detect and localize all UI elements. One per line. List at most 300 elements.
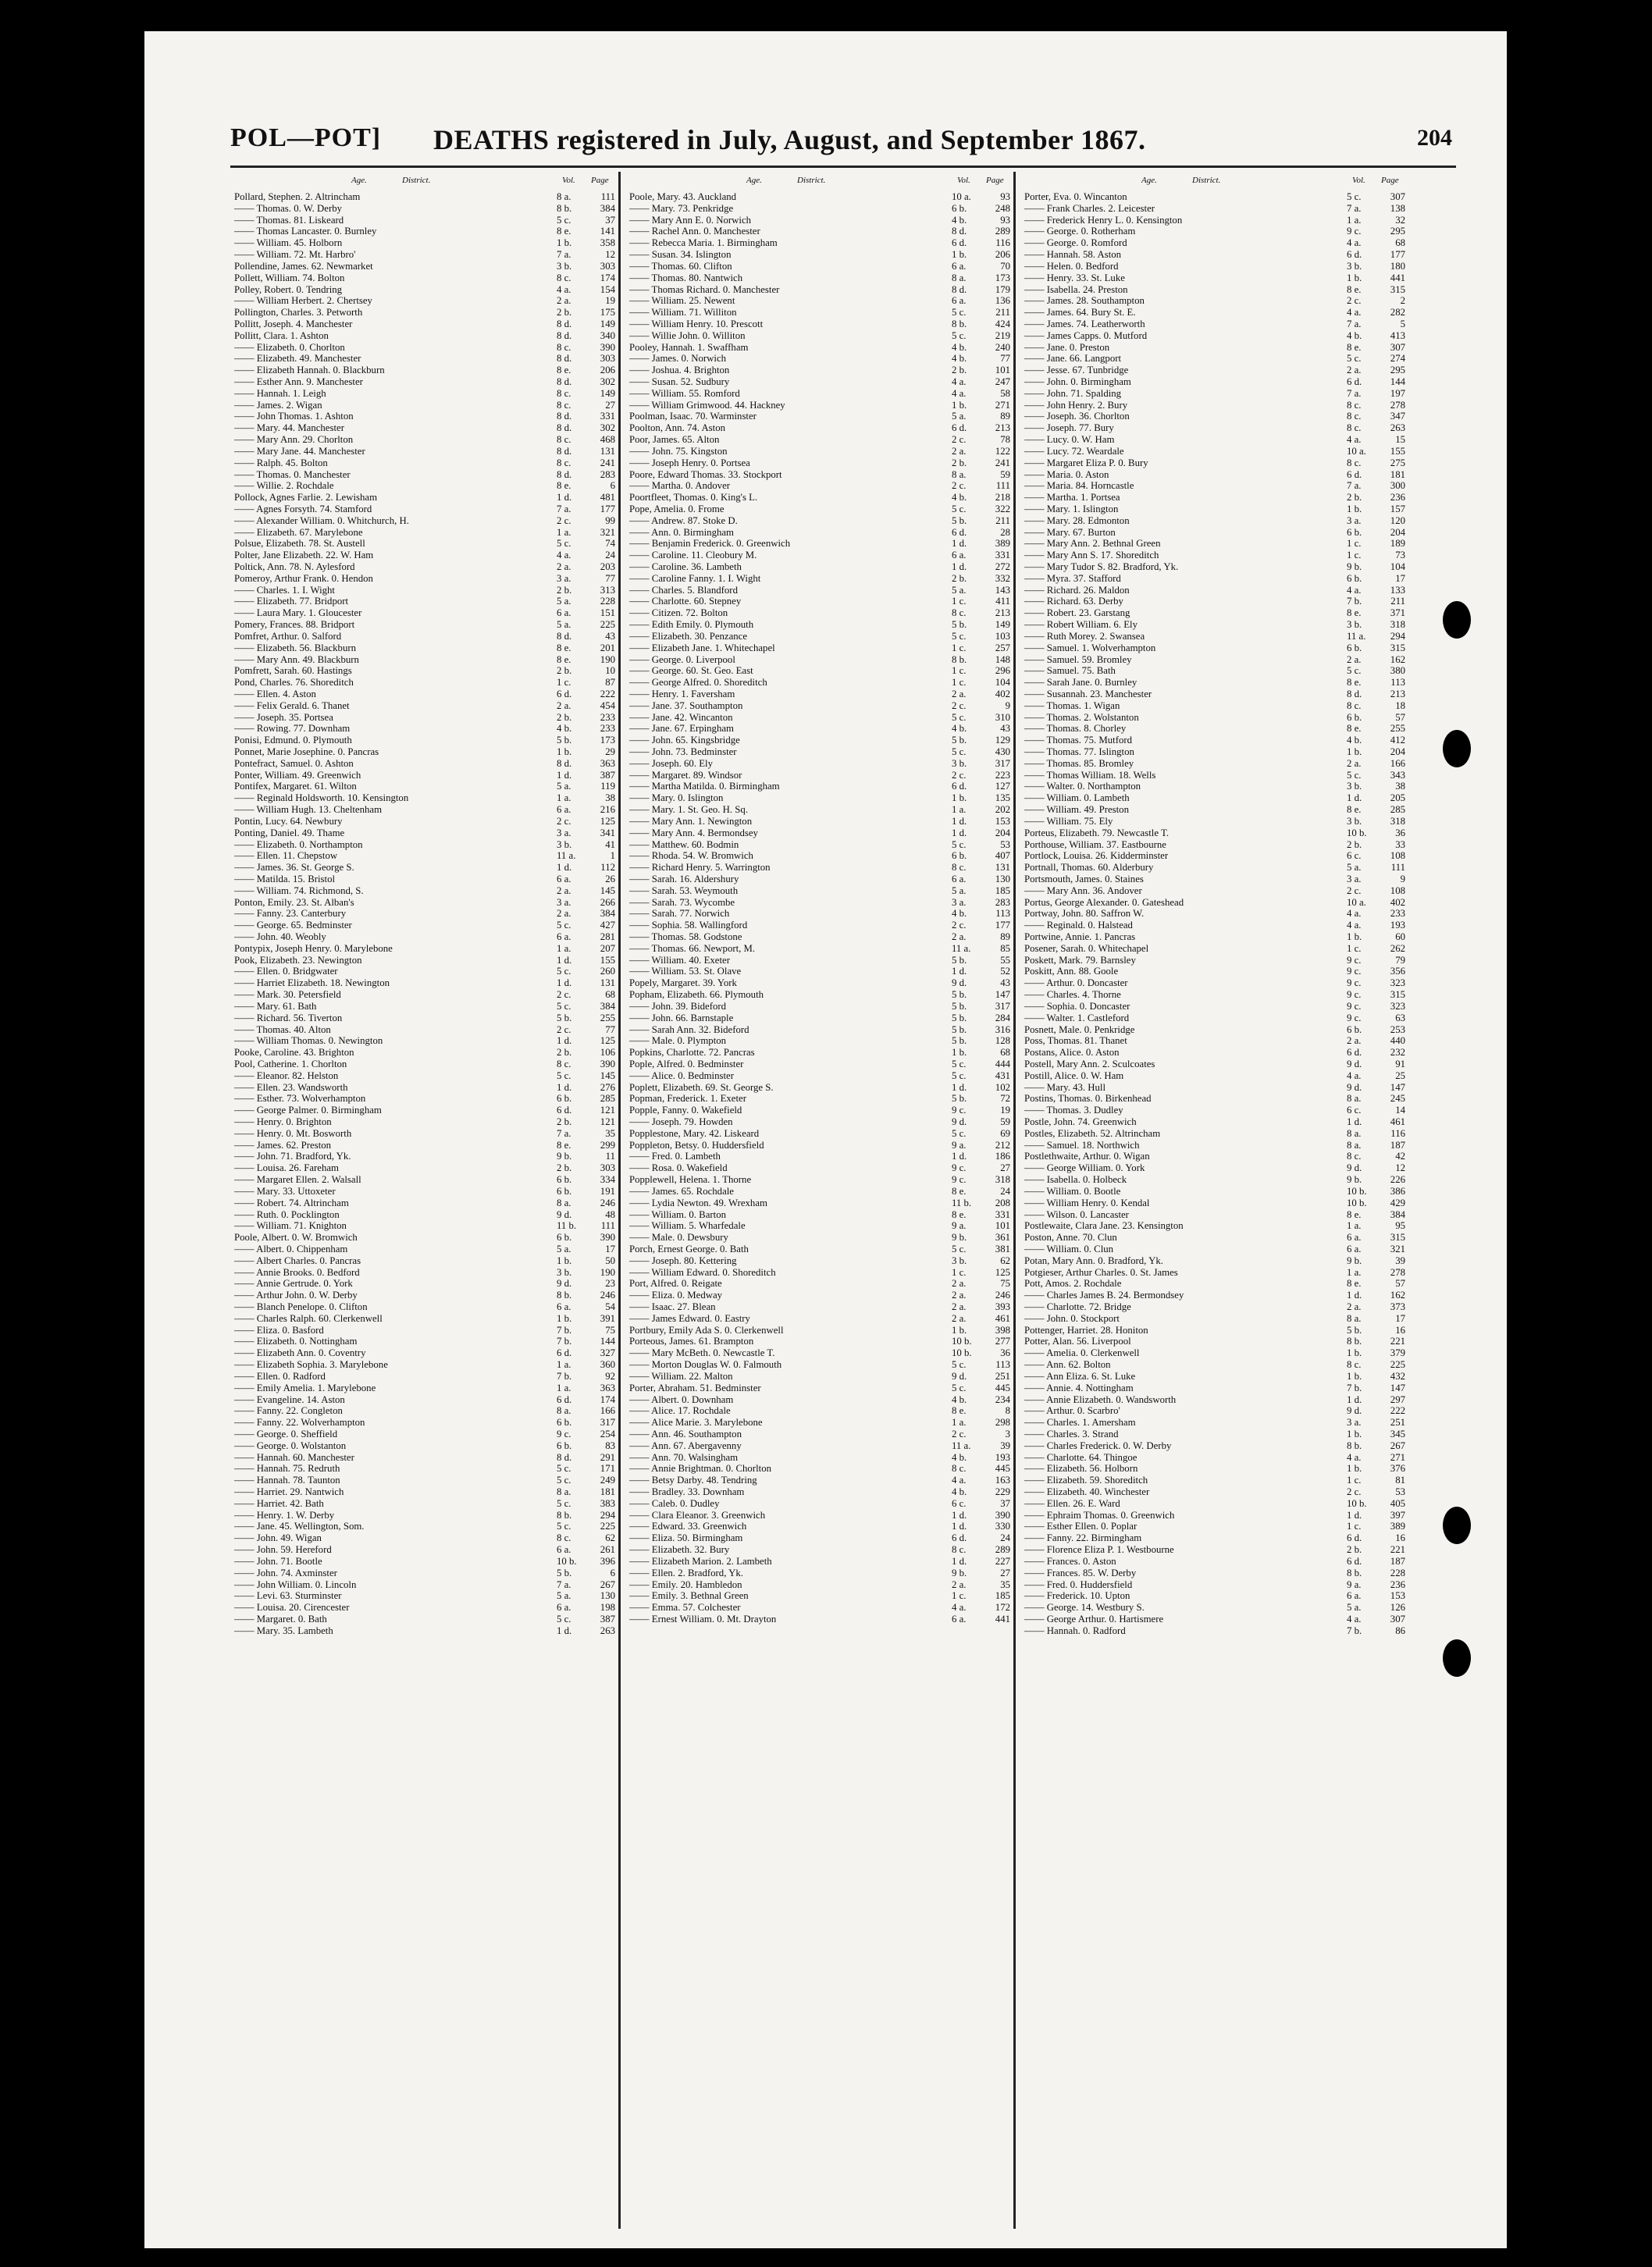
entry-page: 68 (1000, 1047, 1010, 1059)
register-entry (629, 689, 1008, 700)
entry-text: —— Eliza. 0. Medway (629, 1290, 723, 1301)
entry-volume: 1 d. (952, 1081, 967, 1093)
register-entry (234, 388, 613, 400)
register-entry (1024, 330, 1403, 342)
entry-page: 35 (605, 1127, 615, 1139)
entry-page: 16 (1395, 1532, 1405, 1544)
entry-page: 116 (995, 237, 1010, 249)
entry-volume: 2 b. (557, 584, 572, 596)
entry-volume: 3 a. (557, 827, 571, 838)
entry-volume: 1 d. (1347, 1509, 1362, 1521)
entry-text: —— William. 71. Williton (629, 307, 737, 319)
register-entry (1024, 400, 1403, 411)
entry-page: 53 (1000, 838, 1010, 850)
register-entry (234, 538, 613, 550)
entry-volume: 5 b. (952, 1000, 967, 1012)
entry-volume: 8 e. (1347, 283, 1362, 295)
register-entry (234, 758, 613, 770)
entry-volume: 8 b. (557, 1509, 572, 1521)
entry-page: 331 (995, 550, 1010, 561)
entry-page: 389 (995, 538, 1010, 550)
entry-volume: 8 d. (557, 445, 572, 457)
entry-text: —— Mary Jane. 44. Manchester (234, 445, 365, 457)
entry-page: 298 (995, 1417, 1010, 1429)
entry-page: 129 (995, 735, 1010, 746)
register-entry (1024, 700, 1403, 712)
entry-text: —— John. 74. Axminster (234, 1567, 337, 1578)
entry-volume: 1 d. (557, 769, 572, 781)
entry-text: Pottenger, Harriet. 28. Honiton (1024, 1324, 1148, 1336)
entry-text: —— Charles Frederick. 0. W. Derby (1024, 1440, 1172, 1451)
register-entry (629, 1579, 1008, 1591)
entry-volume: 8 b. (557, 1290, 572, 1301)
entry-text: —— Mary. 67. Burton (1024, 526, 1116, 538)
entry-page: 246 (600, 1290, 615, 1301)
entry-text: —— Charles Ralph. 60. Clerkenwell (234, 1312, 383, 1324)
entry-text: —— John. 39. Bideford (629, 1000, 727, 1012)
entry-volume: 1 b. (557, 1255, 572, 1266)
register-entry (1024, 908, 1403, 920)
entry-volume: 7 b. (1347, 1382, 1362, 1393)
entry-volume: 8 a. (557, 191, 571, 202)
page-header (230, 123, 1452, 162)
entry-text: —— Thomas. 8. Chorley (1024, 723, 1127, 735)
entry-page: 294 (1390, 630, 1405, 642)
register-entry (1024, 1244, 1403, 1255)
entry-volume: 8 c. (1347, 422, 1362, 434)
entry-page: 327 (600, 1347, 615, 1359)
entry-text: Porch, Ernest George. 0. Bath (629, 1243, 749, 1255)
entry-text: —— Reginald Holdsworth. 10. Kensington (234, 792, 409, 804)
entry-text: —— Arthur. 0. Doncaster (1024, 977, 1128, 989)
register-entry (1024, 735, 1403, 746)
register-entry (629, 319, 1008, 330)
entry-page: 444 (995, 1058, 1010, 1069)
entry-volume: 5 a. (557, 619, 571, 631)
entry-page: 103 (995, 630, 1010, 642)
entry-page: 57 (1395, 711, 1405, 723)
entry-text: —— William Herbert. 2. Chertsey (234, 295, 372, 307)
entry-volume: 10 a. (952, 191, 971, 202)
entry-page: 461 (1390, 1116, 1405, 1127)
register-entry (1024, 1070, 1403, 1082)
entry-volume: 4 a. (557, 283, 571, 295)
entry-text: —— Isaac. 27. Blean (629, 1301, 716, 1312)
register-entry (629, 573, 1008, 585)
entry-page: 111 (995, 480, 1010, 492)
register-entry (629, 1001, 1008, 1012)
entry-page: 171 (600, 1463, 615, 1475)
entry-text: —— George William. 0. York (1024, 1162, 1145, 1174)
entry-page: 147 (1390, 1081, 1405, 1093)
entry-page: 111 (1390, 862, 1405, 874)
entry-volume: 8 d. (557, 422, 572, 434)
register-entry (234, 1278, 613, 1290)
entry-page: 113 (995, 908, 1010, 920)
entry-page: 285 (1390, 804, 1405, 816)
entry-text: Postill, Alice. 0. W. Ham (1024, 1069, 1124, 1081)
entry-text: —— Rhoda. 54. W. Bromwich (629, 850, 753, 862)
entry-text: —— Emily. 3. Bethnal Green (629, 1590, 749, 1602)
entry-page: 74 (605, 538, 615, 550)
register-entry (234, 446, 613, 457)
register-entry (1024, 792, 1403, 804)
entry-page: 193 (995, 1451, 1010, 1463)
entry-page: 48 (605, 1208, 615, 1220)
register-entry (1024, 342, 1403, 354)
column-label-pg: Page (986, 176, 1004, 185)
register-entry (629, 1371, 1008, 1383)
register-entry (1024, 1347, 1403, 1359)
entry-page: 271 (995, 399, 1010, 411)
entry-volume: 8 c. (557, 387, 571, 399)
entry-page: 278 (1390, 1266, 1405, 1278)
entry-text: Pontefract, Samuel. 0. Ashton (234, 757, 354, 769)
entry-volume: 3 b. (1347, 815, 1362, 827)
entry-page: 8 (1005, 1405, 1010, 1417)
entry-text: —— Thomas. 85. Bromley (1024, 757, 1134, 769)
register-entry (234, 897, 613, 909)
register-entry (234, 1313, 613, 1325)
register-entry (629, 1232, 1008, 1244)
entry-volume: 6 a. (557, 607, 571, 619)
entry-volume: 7 a. (557, 249, 571, 261)
entry-page: 39 (1395, 1255, 1405, 1266)
entry-volume: 2 a. (952, 931, 967, 942)
entry-text: —— Rosa. 0. Wakefield (629, 1162, 728, 1174)
entry-text: —— Charles. 3. Strand (1024, 1428, 1119, 1440)
register-entry (234, 770, 613, 781)
entry-volume: 8 e. (557, 653, 571, 665)
register-entry (1024, 226, 1403, 237)
entry-page: 29 (605, 746, 615, 757)
entry-volume: 1 b. (1347, 746, 1362, 757)
entry-page: 130 (600, 1590, 615, 1602)
entry-text: —— James. 0. Norwich (629, 353, 727, 365)
register-entry (1024, 1128, 1403, 1140)
entry-text: —— William. 71. Knighton (234, 1220, 347, 1232)
entry-volume: 8 d. (1347, 688, 1362, 699)
entry-volume: 8 a. (1347, 1312, 1362, 1324)
entry-text: —— Ellen. 4. Aston (234, 688, 316, 699)
entry-page: 39 (1000, 1440, 1010, 1451)
register-entry (234, 1359, 613, 1371)
entry-volume: 11 b. (557, 1220, 577, 1232)
entry-text: —— Wilson. 0. Lancaster (1024, 1208, 1129, 1220)
entry-volume: 2 b. (557, 711, 572, 723)
entry-text: —— Hannah. 1. Leigh (234, 387, 326, 399)
register-entry (629, 237, 1008, 249)
entry-volume: 1 b. (952, 1324, 967, 1336)
entry-text: —— George. 14. Westbury S. (1024, 1602, 1145, 1614)
entry-page: 266 (600, 896, 615, 908)
entry-text: —— Ann. 46. Southampton (629, 1428, 742, 1440)
entry-page: 445 (995, 1382, 1010, 1393)
register-entry (629, 249, 1008, 261)
register-entry (629, 1070, 1008, 1082)
entry-page: 321 (600, 526, 615, 538)
register-entry (1024, 319, 1403, 330)
entry-text: —— Sarah Ann. 32. Bideford (629, 1023, 749, 1035)
entry-page: 173 (600, 735, 615, 746)
entry-text: Poltick, Ann. 78. N. Aylesford (234, 561, 355, 572)
entry-volume: 4 b. (952, 1486, 967, 1497)
entry-volume: 6 d. (1347, 376, 1362, 387)
entry-volume: 6 a. (952, 295, 967, 307)
entry-volume: 9 c. (1347, 989, 1362, 1001)
entry-text: —— Margaret. 89. Windsor (629, 769, 742, 781)
entry-page: 222 (1390, 1405, 1405, 1417)
entry-text: Ponting, Daniel. 49. Thame (234, 827, 345, 838)
entry-text: —— Hannah. 0. Radford (1024, 1625, 1126, 1636)
entry-volume: 2 b. (557, 307, 572, 319)
register-entry (629, 723, 1008, 735)
register-entry (1024, 1405, 1403, 1417)
register-entry (1024, 1463, 1403, 1475)
entry-text: —— Charles. 1. Amersham (1024, 1417, 1136, 1429)
register-entry (629, 792, 1008, 804)
register-entry (1024, 1290, 1403, 1301)
entry-volume: 6 a. (557, 1301, 571, 1312)
register-entry (629, 365, 1008, 376)
entry-text: —— Margaret Eliza P. 0. Bury (1024, 457, 1148, 468)
entry-text: —— Matthew. 60. Bodmin (629, 838, 739, 850)
entry-volume: 9 d. (952, 1116, 967, 1127)
entry-volume: 5 a. (557, 1590, 571, 1602)
entry-volume: 1 b. (557, 237, 572, 249)
register-entry (1024, 388, 1403, 400)
entry-text: Poortfleet, Thomas. 0. King's L. (629, 492, 758, 504)
entry-volume: 9 c. (1347, 226, 1362, 237)
register-entry (1024, 631, 1403, 642)
entry-page: 361 (995, 1232, 1010, 1244)
entry-text: —— Samuel. 75. Bath (1024, 665, 1116, 677)
entry-text: —— Caroline Fanny. 1. I. Wight (629, 572, 761, 584)
entry-text: Portway, John. 80. Saffron W. (1024, 908, 1145, 920)
entry-volume: 1 c. (952, 596, 967, 607)
entry-text: —— Mary. 73. Penkridge (629, 202, 734, 214)
register-entry (234, 1105, 613, 1116)
entry-volume: 7 b. (557, 1370, 572, 1382)
entry-page: 323 (1390, 1000, 1405, 1012)
entry-page: 33 (1395, 838, 1405, 850)
entry-page: 177 (1390, 249, 1405, 261)
entry-text: —— Henry. 1. W. Derby (234, 1509, 335, 1521)
entry-text: Pott, Amos. 2. Rochdale (1024, 1278, 1122, 1290)
entry-volume: 4 b. (952, 908, 967, 920)
entry-volume: 1 a. (557, 1359, 571, 1371)
entry-volume: 2 b. (557, 1162, 572, 1174)
entry-text: Pollard, Stephen. 2. Altrincham (234, 191, 361, 202)
entry-volume: 2 c. (952, 769, 967, 781)
entry-volume: 2 b. (952, 572, 967, 584)
entry-volume: 6 a. (952, 260, 967, 272)
register-entry (1024, 850, 1403, 862)
register-entry (1024, 191, 1403, 203)
entry-volume: 5 c. (952, 307, 967, 319)
entry-text: —— James. 64. Bury St. E. (1024, 307, 1136, 319)
entry-volume: 5 c. (1347, 769, 1362, 781)
entry-text: —— Thomas. 75. Mutford (1024, 735, 1133, 746)
entry-text: —— John Thomas. 1. Ashton (234, 411, 354, 422)
entry-volume: 1 b. (557, 1312, 572, 1324)
entry-text: —— Charlotte. 64. Thingoe (1024, 1451, 1138, 1463)
register-entry (234, 746, 613, 758)
entry-page: 234 (995, 1393, 1010, 1405)
entry-text: —— William. 74. Richmond, S. (234, 884, 364, 896)
entry-volume: 4 a. (1347, 908, 1362, 920)
register-entry (234, 272, 613, 284)
register-entry (1024, 966, 1403, 977)
entry-page: 332 (995, 572, 1010, 584)
entry-volume: 6 b. (557, 1093, 572, 1105)
register-entry (629, 1336, 1008, 1347)
entry-text: —— George Arthur. 0. Hartismere (1024, 1613, 1164, 1625)
register-entry (234, 1544, 613, 1556)
entry-page: 262 (1390, 942, 1405, 954)
entry-volume: 8 d. (557, 1451, 572, 1463)
entry-page: 405 (1390, 1497, 1405, 1509)
entry-page: 275 (1390, 457, 1405, 468)
entry-text: Pontifex, Margaret. 61. Wilton (234, 781, 357, 792)
entry-page: 19 (1000, 1105, 1010, 1116)
entry-volume: 8 d. (557, 376, 572, 387)
entry-text: —— Henry. 1. Faversham (629, 688, 735, 699)
entry-page: 317 (600, 1417, 615, 1429)
entry-text: —— William. 0. Clun (1024, 1243, 1114, 1255)
entry-page: 83 (605, 1440, 615, 1451)
entry-page: 151 (600, 607, 615, 619)
register-entry (234, 1429, 613, 1440)
register-entry (1024, 1544, 1403, 1556)
entry-text: —— Isabella. 0. Holbeck (1024, 1174, 1127, 1186)
register-entry (629, 989, 1008, 1001)
entry-volume: 5 a. (557, 781, 571, 792)
entry-page: 17 (1395, 572, 1405, 584)
register-entry (234, 1590, 613, 1602)
register-entry (1024, 770, 1403, 781)
entry-volume: 5 c. (1347, 353, 1362, 365)
entry-volume: 1 c. (952, 677, 967, 689)
register-entry (234, 874, 613, 885)
entry-page: 101 (995, 365, 1010, 376)
register-entry (234, 353, 613, 365)
register-entry (1024, 215, 1403, 226)
entry-page: 402 (1390, 896, 1405, 908)
register-entry (1024, 1174, 1403, 1186)
entry-page: 92 (605, 1370, 615, 1382)
entry-page: 104 (1390, 561, 1405, 572)
register-entry (234, 1336, 613, 1347)
entry-page: 373 (1390, 1301, 1405, 1312)
register-entry (234, 376, 613, 388)
entry-page: 108 (1390, 850, 1405, 862)
entry-volume: 6 b. (1347, 642, 1362, 653)
entry-text: Portwine, Annie. 1. Pancras (1024, 931, 1136, 942)
register-entry (234, 1347, 613, 1359)
register-entry (1024, 1035, 1403, 1047)
entry-text: —— Ephraim Thomas. 0. Greenwich (1024, 1509, 1175, 1521)
register-entry (234, 1475, 613, 1486)
entry-page: 315 (1390, 283, 1405, 295)
column-1 (234, 176, 613, 1637)
entry-page: 1 (610, 850, 615, 862)
entry-text: —— Evangeline. 14. Aston (234, 1393, 345, 1405)
entry-page: 104 (995, 677, 1010, 689)
entry-volume: 2 b. (952, 457, 967, 468)
register-entry (1024, 422, 1403, 434)
entry-page: 181 (1390, 468, 1405, 480)
register-entry (629, 388, 1008, 400)
entry-page: 461 (995, 1312, 1010, 1324)
entry-page: 316 (995, 1023, 1010, 1035)
entry-volume: 4 a. (952, 376, 967, 387)
register-entry (234, 1151, 613, 1162)
entry-page: 386 (1390, 1185, 1405, 1197)
entry-page: 162 (1390, 1290, 1405, 1301)
entry-page: 143 (995, 584, 1010, 596)
register-entry (629, 492, 1008, 504)
entry-text: Pollett, William. 74. Bolton (234, 272, 345, 283)
register-entry (234, 1556, 613, 1568)
entry-page: 52 (1000, 966, 1010, 977)
register-entry (1024, 1475, 1403, 1486)
entry-volume: 6 d. (1347, 1555, 1362, 1567)
entry-volume: 8 c. (1347, 411, 1362, 422)
entry-text: —— Mary. 44. Manchester (234, 422, 344, 434)
register-entry (629, 1313, 1008, 1325)
register-entry (234, 1486, 613, 1498)
register-entry (234, 908, 613, 920)
entry-text: —— Mary Ann. 36. Andover (1024, 884, 1142, 896)
entry-volume: 2 c. (557, 514, 571, 526)
register-entry (234, 1012, 613, 1024)
register-entry (234, 677, 613, 689)
entry-volume: 5 b. (952, 954, 967, 966)
entry-text: Pomery, Frances. 88. Bridport (234, 619, 355, 631)
register-entry (1024, 816, 1403, 827)
entry-text: Poole, Mary. 43. Auckland (629, 191, 737, 202)
entry-page: 294 (600, 1509, 615, 1521)
entry-volume: 1 c. (1347, 538, 1362, 550)
entry-volume: 2 c. (557, 815, 571, 827)
entry-volume: 1 d. (1347, 1290, 1362, 1301)
entry-text: Pooley, Hannah. 1. Swaffham (629, 341, 749, 353)
entry-text: —— Frederick. 10. Upton (1024, 1590, 1130, 1602)
entry-volume: 6 b. (557, 1417, 572, 1429)
entry-text: —— Ann. 62. Bolton (1024, 1359, 1111, 1371)
register-entry (629, 735, 1008, 746)
entry-text: Potter, Alan. 56. Liverpool (1024, 1336, 1131, 1347)
entry-volume: 8 e. (1347, 341, 1362, 353)
entry-text: —— Margaret. 0. Bath (234, 1613, 327, 1625)
entry-page: 43 (1000, 977, 1010, 989)
entry-text: —— Sarah. 16. Aldershury (629, 873, 739, 884)
register-entry (1024, 457, 1403, 469)
entry-volume: 8 d. (557, 757, 572, 769)
entry-text: —— Mary McBeth. 0. Newcastle T. (629, 1347, 775, 1359)
register-entry (234, 411, 613, 422)
entry-text: —— Andrew. 87. Stoke D. (629, 514, 738, 526)
entry-text: Poore, Edward Thomas. 33. Stockport (629, 468, 782, 480)
entry-text: Postins, Thomas. 0. Birkenhead (1024, 1093, 1152, 1105)
entry-text: —— Richard. 63. Derby (1024, 596, 1123, 607)
entry-volume: 2 b. (952, 365, 967, 376)
entry-volume: 5 b. (952, 989, 967, 1001)
entry-text: —— Thomas. 0. W. Derby (234, 202, 343, 214)
register-entry (629, 1325, 1008, 1336)
register-entry (1024, 827, 1403, 839)
